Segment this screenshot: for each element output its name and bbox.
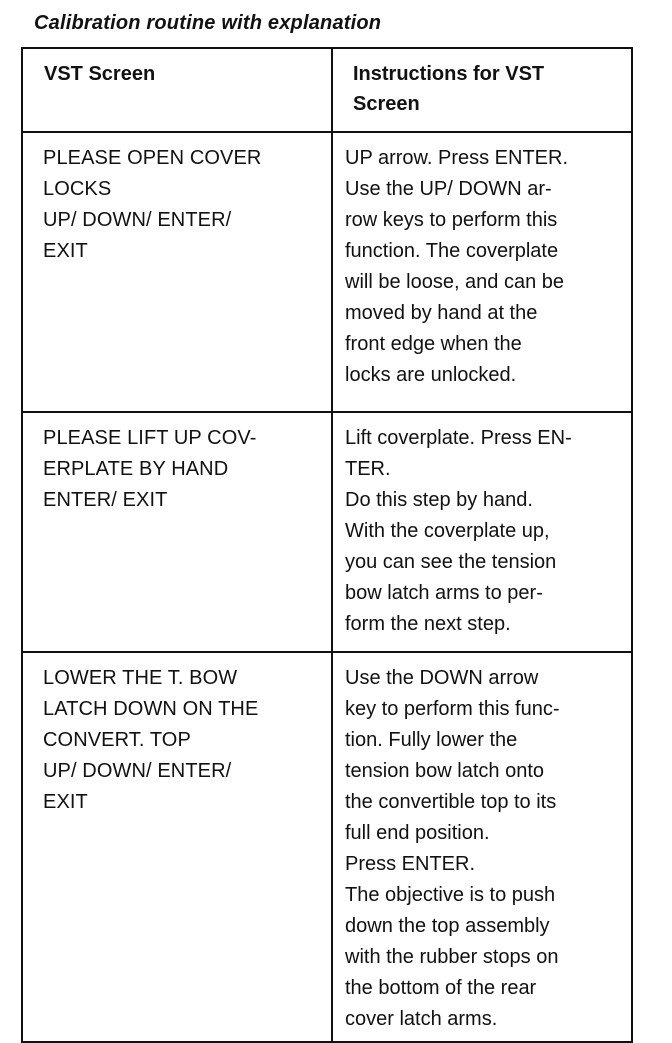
table-row <box>22 412 632 652</box>
screen-text-line: EXIT <box>43 791 88 813</box>
screen-text-line: EXIT <box>43 240 88 262</box>
instruction-text-line: row keys to perform this <box>345 209 558 231</box>
table-header-row <box>22 48 632 132</box>
vst-screen-cell <box>22 132 332 412</box>
instruction-cell <box>332 652 632 1042</box>
instruction-text-line: with the rubber stops on <box>345 946 559 968</box>
instruction-text-line: UP arrow. Press ENTER. <box>345 147 569 169</box>
instruction-text-line: Do this step by hand. <box>345 489 533 511</box>
screen-text-line: LATCH DOWN ON THE <box>43 698 259 720</box>
screen-text-line: ERPLATE BY HAND <box>43 458 229 480</box>
header-instructions-line: Instructions for VST <box>353 63 545 85</box>
screen-text-line: PLEASE OPEN COVER <box>43 147 262 169</box>
instruction-cell <box>332 412 632 652</box>
screen-text-line: UP/ DOWN/ ENTER/ <box>43 760 232 782</box>
instruction-text-line: you can see the tension <box>345 551 557 573</box>
instruction-text-line: function. The coverplate <box>345 240 559 262</box>
screen-text-line: LOCKS <box>43 178 112 200</box>
instruction-cell <box>332 132 632 412</box>
instruction-text-line: the convertible top to its <box>345 791 557 813</box>
instruction-text-line: the bottom of the rear <box>345 977 537 999</box>
header-vst-screen: VST Screen <box>22 48 332 132</box>
instruction-text-line: locks are unlocked. <box>345 364 517 386</box>
screen-text-line: UP/ DOWN/ ENTER/ <box>43 209 232 231</box>
instruction-text-line: full end position. <box>345 822 490 844</box>
instruction-text-line: will be loose, and can be <box>345 271 565 293</box>
screen-text-line: ENTER/ EXIT <box>43 489 168 511</box>
instruction-text-line: tion. Fully lower the <box>345 729 518 751</box>
calibration-table <box>21 47 633 1043</box>
header-instructions-line: Screen <box>353 93 420 115</box>
screen-text-line: CONVERT. TOP <box>43 729 191 751</box>
table-row <box>22 132 632 412</box>
instruction-text-line: With the coverplate up, <box>345 520 550 542</box>
instruction-text-line: form the next step. <box>345 613 511 635</box>
instruction-text-line: Use the UP/ DOWN ar- <box>345 178 552 200</box>
table-row <box>22 652 632 1042</box>
screen-text-line: PLEASE LIFT UP COV- <box>43 427 257 449</box>
instruction-text-line: The objective is to push <box>345 884 556 906</box>
instruction-text-line: down the top assembly <box>345 915 550 937</box>
instruction-text-line: Use the DOWN arrow <box>345 667 539 689</box>
instruction-text-line: moved by hand at the <box>345 302 538 324</box>
instruction-text-line: cover latch arms. <box>345 1008 498 1030</box>
header-instructions <box>332 48 632 132</box>
instruction-text-line: front edge when the <box>345 333 522 355</box>
screen-text-line: LOWER THE T. BOW <box>43 667 238 689</box>
vst-screen-cell <box>22 652 332 1042</box>
instruction-text-line: bow latch arms to per- <box>345 582 543 604</box>
instruction-text-line: Lift coverplate. Press EN- <box>345 427 572 449</box>
instruction-text-line: Press ENTER. <box>345 853 476 875</box>
instruction-text-line: tension bow latch onto <box>345 760 545 782</box>
instruction-text-line: TER. <box>345 458 391 480</box>
table-caption: Calibration routine with explanation <box>34 12 382 34</box>
vst-screen-cell <box>22 412 332 652</box>
instruction-text-line: key to perform this func- <box>345 698 560 720</box>
